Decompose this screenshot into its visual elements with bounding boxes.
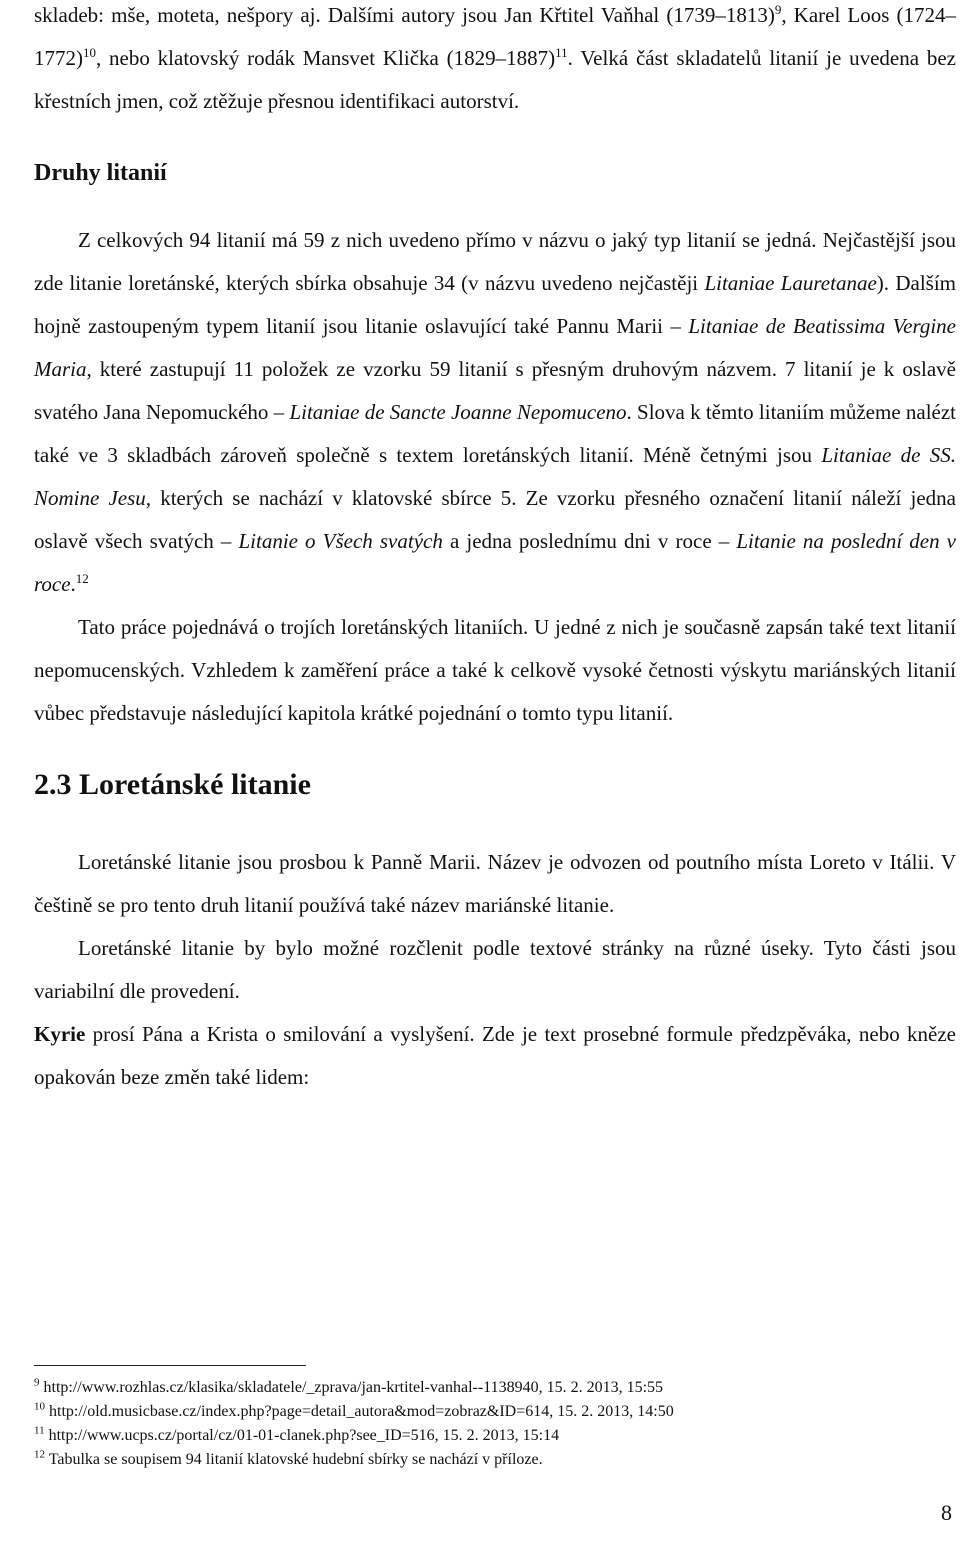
paragraph-thesis-scope: Tato práce pojednává o trojích loretánských litaniích. U jedné z nich je současně zapsán také text litanií nepomucenských. Vzhledem k zaměření práce a také k celkově vysoké četnosti výskytu mariánských litanií vůbec představuje následující kapitola krátké pojednání o tomto typu litanií. <box>34 615 956 725</box>
footnote-12: $^{12}$ Tabulka se soupisem 94 litanií klatovské hudební sbírky se nachází v příloze. <box>34 1448 543 1468</box>
footnote-divider <box>34 1365 306 1366</box>
footnote-11: $^{11}$ http://www.ucps.cz/portal/cz/01-01-clanek.php?see_ID=516, 15. 2. 2013, 15:14 <box>34 1424 560 1444</box>
page-number: 8 <box>941 1500 952 1525</box>
footnote-text: Tabulka se soupisem 94 litanií klatovské hudební sbírky se nachází v příloze. <box>48 1451 543 1468</box>
footnote-link[interactable]: http://old.musicbase.cz/index.php?page=detail_autora&mod=zobraz&ID=614, 15. 2. 2013, 14:50 <box>49 1403 674 1420</box>
paragraph-sections: Loretánské litanie by bylo možné rozčlenit podle textové stránky na různé úseky. Tyto části jsou variabilní dle provedení. <box>34 936 956 1003</box>
paragraph-kyrie: Kyrie prosí Pána a Krista o smilování a vyslyšení. Zde je text prosebné formule předzpěváka, nebo kněze opakován beze změn také lidem: <box>34 1022 956 1089</box>
heading-druhy-litanii: Druhy litanií <box>34 160 167 186</box>
paragraph-composers: skladeb: mše, moteta, nešpory aj. Dalšími autory jsou Jan Křtitel Vaňhal (1739–1813)$^9$, Karel Loos (1724–1772)$^{10}$, nebo klatovský rodák Mansvet Klička (1829–1887)$^{11}$. Velká část skladatelů litanií je uvedena bez křestních jmen, což ztěžuje přesnou identifikaci autorství. <box>34 2 956 113</box>
footnote-ref-11[interactable]: 11 <box>555 45 568 60</box>
heading-section-2-3: 2.3 Loretánské litanie <box>34 768 311 801</box>
term-kyrie: Kyrie <box>34 1022 86 1046</box>
footnote-link[interactable]: http://www.ucps.cz/portal/cz/01-01-clanek.php?see_ID=516, 15. 2. 2013, 15:14 <box>48 1427 560 1444</box>
paragraph-types: Z celkových 94 litanií má 59 z nich uvedeno přímo v názvu o jaký typ litanií se jedná. Nejčastější jsou zde litanie loretánské, kterých sbírka obsahuje 34 (v názvu uvedeno nejčastěji Litaniae Lauretanae). Dalším hojně zastoupeným typem litanií jsou litanie oslavující také Pannu Marii – Litaniae de Beatissima Vergine Maria, které zastupují 11 položek ze vzorku 59 litanií s přesným druhovým názvem. 7 litanií je k oslavě svatého Jana Nepomuckého – Litaniae de Sancte Joanne Nepomuceno. Slova k těmto litaniím můžeme nalézt také ve 3 skladbách zároveň společně s textem loretánských litanií. Méně četnými jsou Litaniae de SS. Nomine Jesu, kterých se nachází v klatovské sbírce 5. Ze vzorku přesného označení litanií náleží jedna oslavě všech svatých – Litanie o Všech svatých a jedna poslednímu dni v roce – Litanie na poslední den v roce.$^{12}$ <box>34 228 957 596</box>
footnotes <box>34 1376 956 1472</box>
footnote-10: $^{10}$ http://old.musicbase.cz/index.php?page=detail_autora&mod=zobraz&ID=614, 15. 2. 2013, 14:50 <box>34 1400 674 1420</box>
footnote-9: $^9$ http://www.rozhlas.cz/klasika/skladatele/_zprava/jan-krtitel-vanhal--1138940, 15. 2. 2013, 15:55 <box>34 1376 664 1396</box>
footnote-ref-9[interactable]: 9 <box>774 2 782 17</box>
footnote-ref-10[interactable]: 10 <box>83 45 96 60</box>
footnote-link[interactable]: http://www.rozhlas.cz/klasika/skladatele/_zprava/jan-krtitel-vanhal--1138940, 15. 2. 2013, 15:55 <box>43 1379 664 1396</box>
footnote-ref-12[interactable]: 12 <box>75 571 89 586</box>
document-page <box>34 0 957 1525</box>
paragraph-loreto-intro: Loretánské litanie jsou prosbou k Panně Marii. Název je odvozen od poutního místa Loreto v Itálii. V češtině se pro tento druh litanií používá také název mariánské litanie. <box>34 850 956 917</box>
